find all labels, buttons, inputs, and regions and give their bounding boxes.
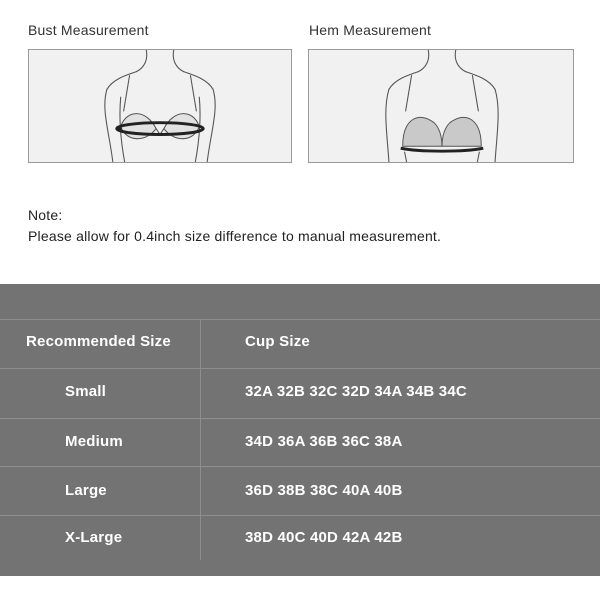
table-row-size: X-Large <box>65 529 123 546</box>
size-table <box>0 284 600 576</box>
bust-measurement-illustration <box>28 49 292 163</box>
bust-figure-drawing <box>29 50 291 162</box>
hem-figure-drawing <box>309 50 573 162</box>
table-divider <box>0 515 600 516</box>
table-row-cups: 32A 32B 32C 32D 34A 34B 34C <box>245 383 467 400</box>
table-column-divider <box>200 319 201 560</box>
table-row-cups: 34D 36A 36B 36C 38A <box>245 433 403 450</box>
note-title: Note: <box>28 207 63 223</box>
hem-measurement-illustration <box>308 49 574 163</box>
table-row-size: Medium <box>65 433 123 450</box>
table-divider <box>0 466 600 467</box>
table-row-cups: 38D 40C 40D 42A 42B <box>245 529 403 546</box>
note-text: Please allow for 0.4inch size difference to manual measurement. <box>28 228 442 244</box>
table-divider <box>0 368 600 369</box>
table-divider <box>0 319 600 320</box>
table-row-size: Large <box>65 482 107 499</box>
table-row-size: Small <box>65 383 107 400</box>
bust-measurement-label: Bust Measurement <box>28 22 149 38</box>
header-recommended-size: Recommended Size <box>26 333 171 350</box>
table-divider <box>0 418 600 419</box>
hem-measurement-label: Hem Measurement <box>309 22 432 38</box>
header-cup-size: Cup Size <box>245 333 310 350</box>
table-row-cups: 36D 38B 38C 40A 40B <box>245 482 403 499</box>
